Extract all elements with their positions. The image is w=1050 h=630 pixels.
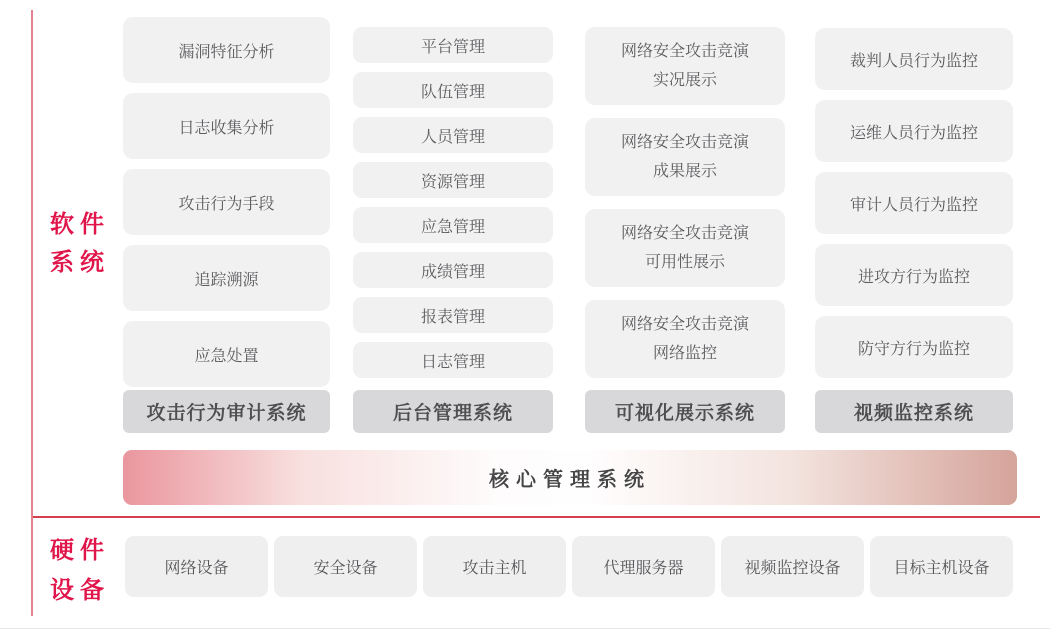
module-label: 人员管理 [420, 128, 485, 146]
module-box [123, 245, 330, 311]
hardware-box [125, 536, 268, 597]
module-box [815, 172, 1013, 234]
module-label-line2: 可用性展示 [644, 254, 725, 271]
module-label: 资源管理 [420, 173, 485, 191]
module-label-line2: 成果展示 [652, 163, 717, 180]
module-label: 平台管理 [420, 38, 485, 56]
section-divider-line [33, 516, 1040, 518]
hardware-label: 安全设备 [313, 560, 378, 577]
module-label: 成绩管理 [420, 263, 485, 281]
module-label: 应急处置 [194, 347, 259, 365]
hardware-label: 网络设备 [164, 560, 229, 577]
module-box [815, 316, 1013, 378]
module-label-line1: 网络安全攻击竞演 [620, 43, 749, 60]
module-label-line2: 实况展示 [652, 72, 717, 89]
software-column-attack-audit [123, 17, 330, 397]
hardware-label-line1: 硬件 [50, 537, 110, 564]
software-column-video-monitoring [815, 28, 1013, 388]
system-header-visualization [585, 390, 785, 433]
module-label-line1: 网络安全攻击竞演 [620, 225, 749, 242]
system-header-label: 攻击行为审计系统 [146, 403, 307, 424]
module-box [353, 72, 553, 108]
hardware-box [572, 536, 715, 597]
module-label: 裁判人员行为监控 [849, 52, 978, 70]
hardware-box [274, 536, 417, 597]
hardware-label: 代理服务器 [603, 560, 684, 577]
module-label: 防守方行为监控 [857, 340, 970, 358]
module-box [353, 342, 553, 378]
module-label: 日志管理 [420, 353, 485, 371]
module-box [585, 300, 785, 378]
module-box [585, 118, 785, 196]
module-box [123, 169, 330, 235]
software-label-line2: 系统 [50, 249, 110, 276]
hardware-label: 视频监控设备 [744, 560, 841, 577]
module-box [353, 207, 553, 243]
system-header-attack-audit [123, 390, 330, 433]
core-management-label: 核心管理系统 [489, 469, 651, 491]
module-label-line1: 网络安全攻击竞演 [620, 316, 749, 333]
module-box [585, 209, 785, 287]
system-header-label: 可视化展示系统 [614, 403, 755, 424]
system-header-video-monitoring [815, 390, 1013, 433]
module-box [353, 252, 553, 288]
module-label-line1: 网络安全攻击竞演 [620, 134, 749, 151]
module-box [123, 321, 330, 387]
system-header-label: 后台管理系统 [392, 403, 513, 424]
module-label: 审计人员行为监控 [849, 196, 978, 214]
system-header-label: 视频监控系统 [853, 403, 974, 424]
module-label: 追踪溯源 [194, 271, 259, 289]
hardware-box [423, 536, 566, 597]
system-header-backend-management [353, 390, 553, 433]
module-box [353, 297, 553, 333]
module-box [815, 28, 1013, 90]
left-accent-line [31, 10, 33, 616]
module-box [123, 93, 330, 159]
module-box [585, 27, 785, 105]
module-label: 运维人员行为监控 [849, 124, 978, 142]
hardware-box [721, 536, 864, 597]
bottom-border-line [0, 628, 1050, 629]
hardware-label-line2: 设备 [50, 577, 110, 604]
module-label: 攻击行为手段 [178, 195, 275, 213]
module-label: 日志收集分析 [178, 119, 275, 137]
module-label: 队伍管理 [420, 83, 485, 101]
module-box [353, 117, 553, 153]
module-box [123, 17, 330, 83]
module-label: 漏洞特征分析 [178, 43, 275, 61]
module-label: 应急管理 [420, 218, 485, 236]
hardware-label: 目标主机设备 [893, 560, 990, 577]
hardware-label: 攻击主机 [462, 560, 527, 577]
software-section-label [50, 206, 120, 282]
module-label-line2: 网络监控 [652, 345, 717, 362]
module-label: 进攻方行为监控 [857, 268, 970, 286]
software-column-backend-management [353, 27, 553, 387]
software-column-visualization [585, 27, 785, 391]
core-management-bar [123, 450, 1017, 505]
hardware-section-label [50, 531, 120, 611]
hardware-row [125, 536, 1013, 597]
hardware-box [870, 536, 1013, 597]
module-box [353, 27, 553, 63]
module-label: 报表管理 [420, 308, 485, 326]
software-label-line1: 软件 [50, 211, 110, 238]
module-box [815, 244, 1013, 306]
module-box [353, 162, 553, 198]
module-box [815, 100, 1013, 162]
